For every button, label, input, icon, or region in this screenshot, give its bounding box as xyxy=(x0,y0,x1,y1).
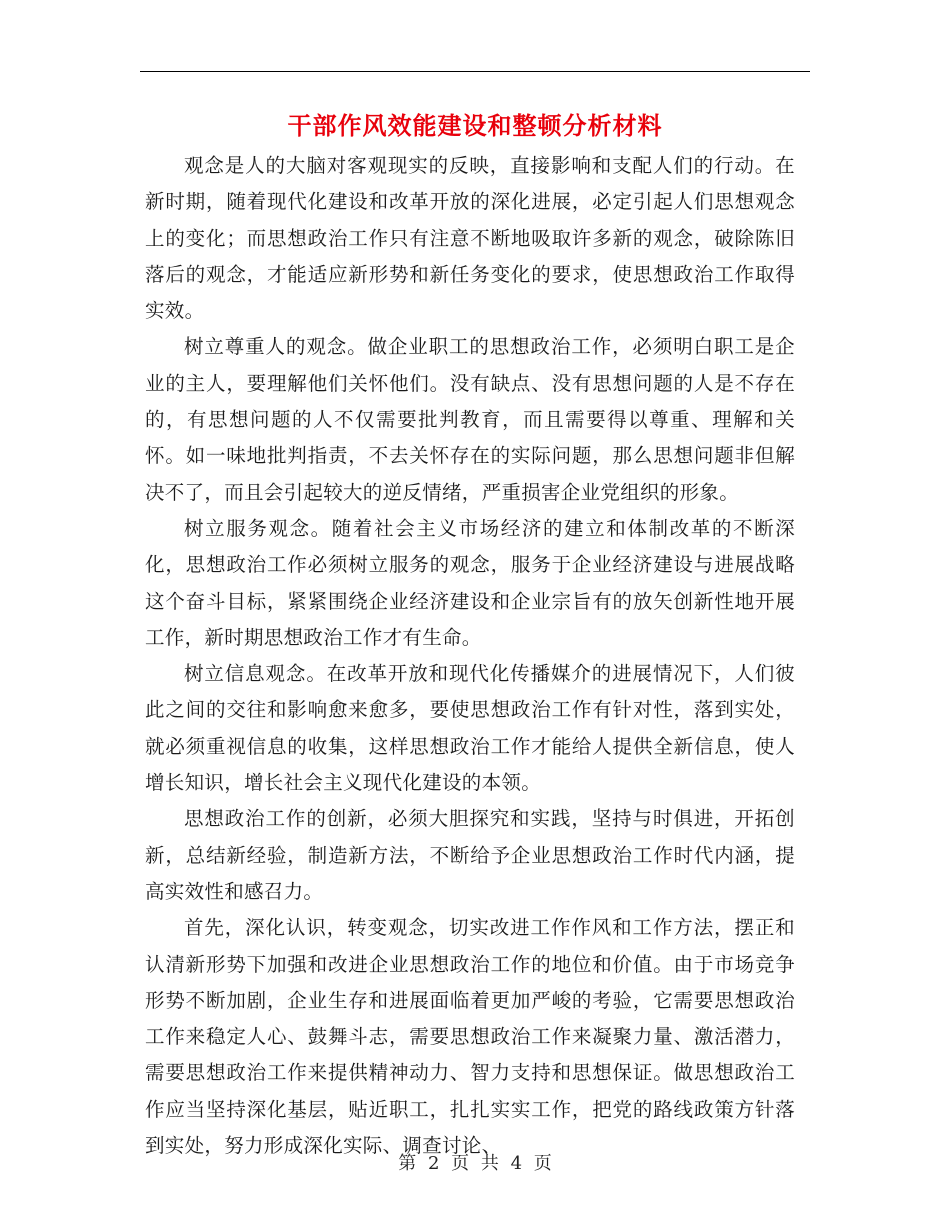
paragraph: 首先，深化认识，转变观念，切实改进工作作风和工作方法，摆正和认清新形势下加强和改进企业思想政治工作的地位和价值。由于市场竞争形势不断加剧，企业生存和进展面临着更加严峻的考验，它需要思想政治工作来稳定人心、鼓舞斗志，需要思想政治工作来凝聚力量、激活潜力，需要思想政治工作来提供精神动力、智力支持和思想保证。做思想政治工作应当坚持深化基层，贴近职工，扎扎实实工作，把党的路线政策方针落到实处，努力形成深化实际、调查讨论、 xyxy=(145,916,795,1158)
document-body xyxy=(145,148,795,1164)
page-footer xyxy=(0,1150,950,1178)
paragraph: 思想政治工作的创新，必须大胆探究和实践，坚持与时俱进，开拓创新，总结新经验，制造新方法，不断给予企业思想政治工作时代内涵，提高实效性和感召力。 xyxy=(145,807,795,903)
paragraph: 树立信息观念。在改革开放和现代化传播媒介的进展情况下，人们彼此之间的交往和影响愈来愈多，要使思想政治工作有针对性，落到实处，就必须重视信息的收集，这样思想政治工作才能给人提供全新信息，使人增长知识，增长社会主义现代化建设的本领。 xyxy=(145,662,795,795)
paragraph: 树立服务观念。随着社会主义市场经济的建立和体制改革的不断深化，思想政治工作必须树立服务的观念，服务于企业经济建设与进展战略这个奋斗目标，紧紧围绕企业经济建设和企业宗旨有的放矢创新性地开展工作，新时期思想政治工作才有生命。 xyxy=(145,516,795,649)
header-rule xyxy=(140,71,810,72)
paragraph: 树立尊重人的观念。做企业职工的思想政治工作，必须明白职工是企业的主人，要理解他们关怀他们。没有缺点、没有思想问题的人是不存在的，有思想问题的人不仅需要批判教育，而且需要得以尊重、理解和关怀。如一味地批判指责，不去关怀存在的实际问题，那么思想问题非但解决不了，而且会引起较大的逆反情绪，严重损害企业党组织的形象。 xyxy=(145,335,795,504)
document-title: 干部作风效能建设和整顿分析材料 xyxy=(287,112,663,140)
total-label: 共 xyxy=(480,1153,499,1174)
total-unit: 页 xyxy=(533,1153,552,1174)
total-pages: 4 xyxy=(510,1153,523,1174)
page-label: 第 xyxy=(398,1153,417,1174)
page-unit: 页 xyxy=(451,1153,470,1174)
paragraph: 观念是人的大脑对客观现实的反映，直接影响和支配人们的行动。在新时期，随着现代化建设和改革开放的深化进展，必定引起人们思想观念上的变化；而思想政治工作只有注意不断地吸取许多新的观念，破除陈旧落后的观念，才能适应新形势和新任务变化的要求，使思想政治工作取得实效。 xyxy=(145,154,795,323)
page-number: 2 xyxy=(427,1153,440,1174)
